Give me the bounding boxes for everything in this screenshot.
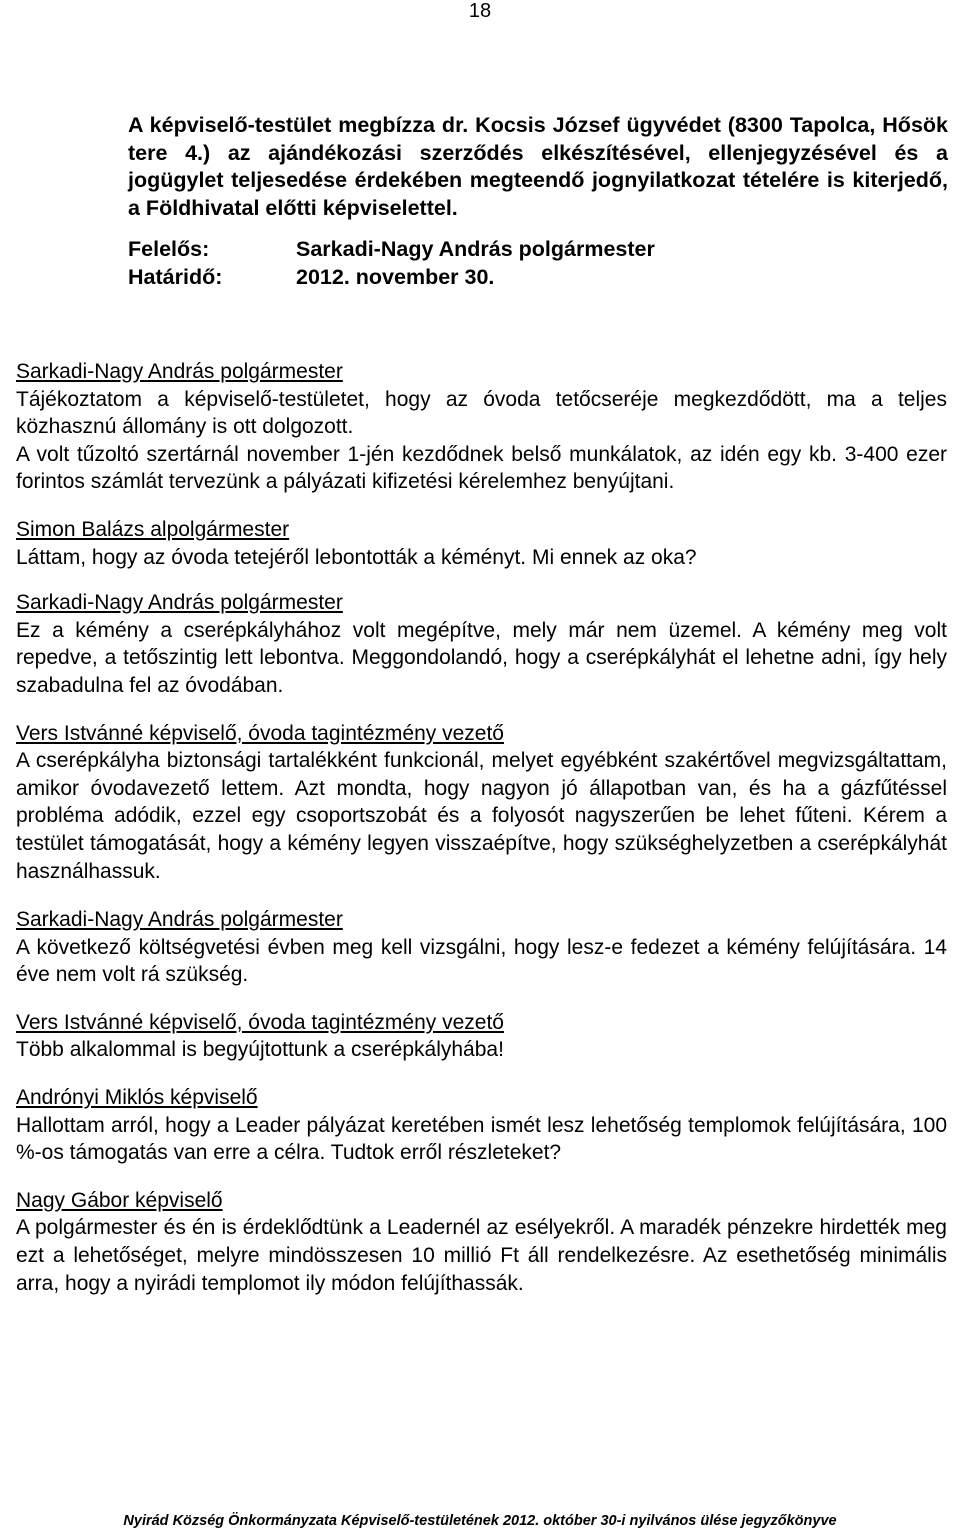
responsible-value: Sarkadi-Nagy András polgármester (296, 237, 655, 261)
resolution-block (128, 112, 948, 291)
responsible-row (128, 236, 948, 264)
speech-paragraph: A polgármester és én is érdeklődtünk a Leadernél az esélyekről. A maradék pénzekre hirdették meg ezt a lehetőséget, melyre mindösszesen 10 millió Ft áll rendelkezésre. Az esethetőség minimális arra, hogy a nyirádi templomot ily módon felújíthassák. (16, 1216, 947, 1295)
speech-item (16, 1187, 947, 1297)
document-footer: Nyirád Község Önkormányzata Képviselő-testületének 2012. október 30-i nyilvános ülése jegyzőkönyve (123, 1513, 837, 1529)
speaker-name: Sarkadi-Nagy András polgármester (16, 360, 343, 383)
speaker-name: Vers Istvánné képviselő, óvoda tagintézmény vezető (16, 1010, 504, 1034)
speech-paragraph: A cserépkályha biztonsági tartalékként funkcionál, melyet egyébként szakértővel megvizsgáltattam, amikor óvodavezető lettem. Azt mondta, hogy nagyon jó állapotban van, és ha a gázfűtéssel probléma adódik, ezzel egy csoportszobát és a folyosót nagyszerűen be lehet fűteni. Kérem a testület támogatását, hogy a kémény legyen visszaépítve, hogy szükséghelyzetben a cserépkályhát használhassuk. (16, 749, 947, 883)
speech-item (16, 1084, 947, 1167)
resolution-text: A képviselő-testület megbízza dr. Kocsis József ügyvédet (8300 Tapolca, Hősök tere 4.) az ajándékozási szerződés elkészítésével, ellenjegyzésével és a jogügylet teljesedése érdekében megteendő jognyilatkozat tételére is kiterjedő, a Földhivatal előtti képviselettel. (128, 113, 948, 220)
speaker-name: Sarkadi-Nagy András polgármester (16, 908, 343, 932)
speech-item (16, 1009, 947, 1064)
speaker-name: Andrónyi Miklós képviselő (16, 1086, 258, 1110)
speech-item (16, 358, 947, 496)
speech-paragraph: Ez a kémény a cserépkályhához volt megépítve, mely már nem üzemel. A kémény meg volt repedve, a tetőszintig lett lebontva. Meggondolandó, hogy a cserépkályhát el lehetne adni, így hely szabadulna fel az óvodában. (16, 618, 947, 697)
speech-paragraph: A volt tűzoltó szertárnál november 1-jén kezdődnek belső munkálatok, az idén egy kb. 3-400 ezer forintos számlát tervezünk a pályázati kifizetési kérelemhez benyújtani. (16, 442, 947, 494)
speech-paragraph: Tájékoztatom a képviselő-testületet, hogy az óvoda tetőcseréje megkezdődött, ma a teljes közhasznú állomány is ott dolgozott. (16, 387, 947, 439)
speech-paragraph: A következő költségvetési évben meg kell vizsgálni, hogy lesz-e fedezet a kémény felújítására. 14 éve nem volt rá szükség. (16, 935, 947, 987)
speech-item (16, 906, 947, 989)
deadline-row (128, 264, 948, 292)
speech-paragraph: Több alkalommal is begyújtottunk a cserépkályhába! (16, 1038, 504, 1062)
responsible-label: Felelős: (128, 237, 210, 261)
speaker-name: Simon Balázs alpolgármester (16, 517, 290, 541)
speech-item (16, 516, 947, 571)
deadline-value: 2012. november 30. (296, 264, 495, 289)
deadline-label: Határidő: (128, 264, 223, 289)
speech-paragraph: Hallottam arról, hogy a Leader pályázat keretében ismét lesz lehetőség templomok felújítására, 100 %-os támogatás van erre a célra. Tudtok erről részleteket? (16, 1113, 947, 1165)
speech-item (16, 589, 947, 699)
speaker-name: Sarkadi-Nagy András polgármester (16, 591, 343, 615)
speaker-name: Nagy Gábor képviselő (16, 1188, 223, 1212)
speech-list (16, 358, 947, 1297)
speaker-name: Vers Istvánné képviselő, óvoda tagintézmény vezető (16, 721, 504, 745)
speech-paragraph: Láttam, hogy az óvoda tetejéről lebontották a kéményt. Mi ennek az oka? (16, 545, 697, 569)
page-number: 18 (468, 0, 492, 22)
speech-item (16, 720, 947, 886)
